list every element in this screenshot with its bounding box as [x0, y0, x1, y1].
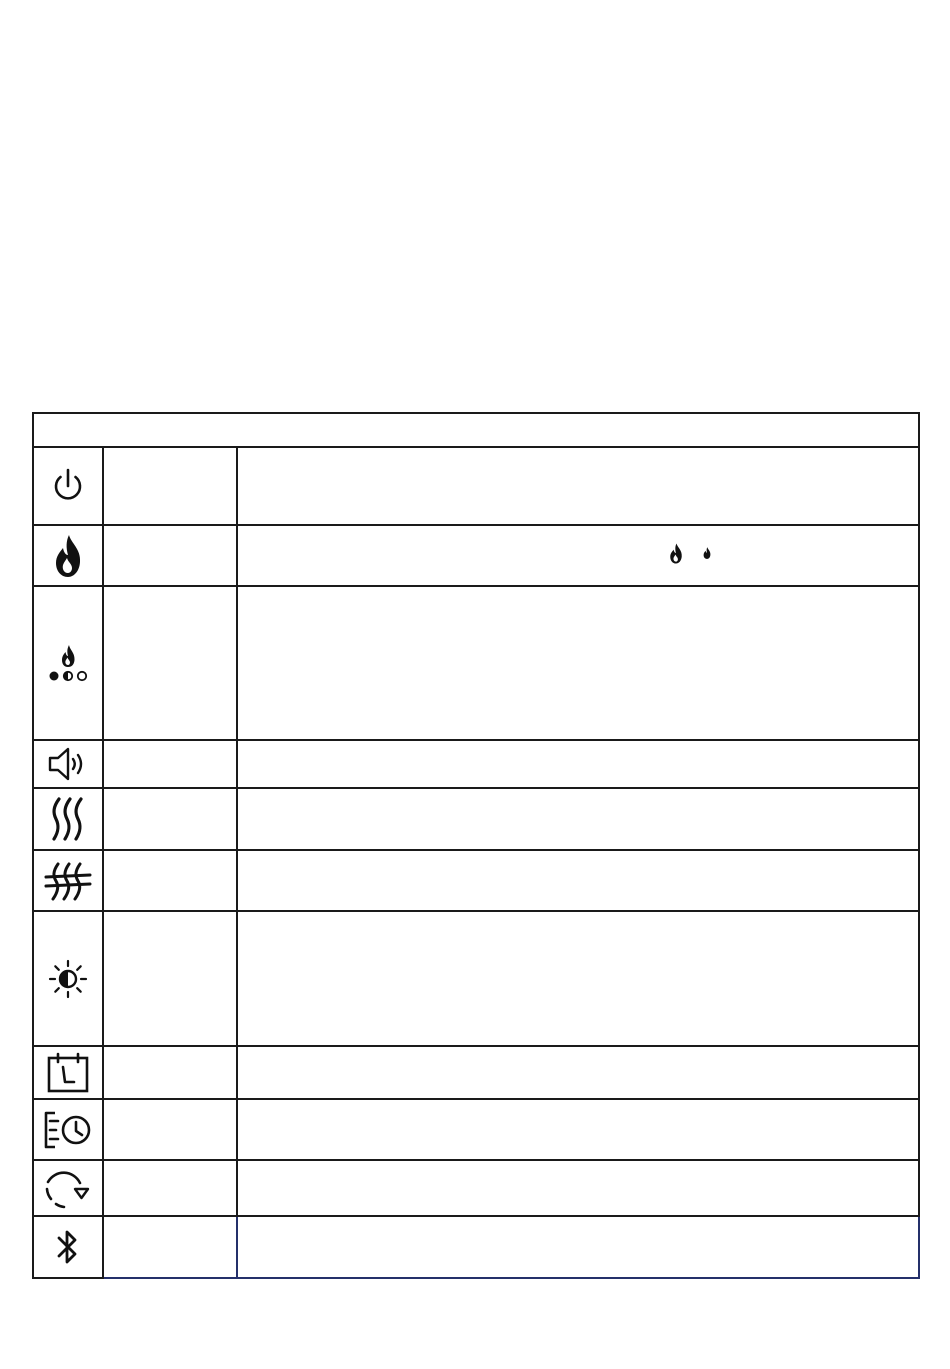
row-name [103, 586, 237, 740]
brightness-icon [34, 959, 102, 999]
row-description [237, 850, 919, 911]
row-name [103, 447, 237, 525]
table-row [33, 447, 919, 525]
flame-large-icon [668, 542, 684, 569]
crossed-heat-icon [34, 861, 102, 901]
rotate-arrow-icon [34, 1165, 102, 1211]
inline-flame-icons [668, 542, 712, 569]
icon-cell [33, 1099, 103, 1160]
flame-small-icon [702, 547, 712, 565]
icon-cell [33, 1160, 103, 1216]
table-row [33, 788, 919, 850]
icon-legend-table [32, 412, 920, 1279]
table-row [33, 586, 919, 740]
icon-cell [33, 447, 103, 525]
table-row [33, 911, 919, 1046]
table-row [33, 850, 919, 911]
icon-cell [33, 788, 103, 850]
row-description [237, 447, 919, 525]
row-name [103, 911, 237, 1046]
power-icon [34, 466, 102, 506]
row-name [103, 1160, 237, 1216]
row-description [237, 740, 919, 788]
bluetooth-icon [34, 1227, 102, 1267]
table-row [33, 1216, 919, 1278]
row-name [103, 788, 237, 850]
table-row [33, 1046, 919, 1099]
table-header-row [33, 413, 919, 447]
icon-cell [33, 1046, 103, 1099]
row-description [237, 788, 919, 850]
row-description [237, 1099, 919, 1160]
icon-cell [33, 911, 103, 1046]
table-row [33, 1160, 919, 1216]
calendar-clock-icon [34, 1052, 102, 1094]
icon-cell [33, 1216, 103, 1278]
row-name [103, 850, 237, 911]
program-clock-icon [34, 1110, 102, 1150]
row-name [103, 740, 237, 788]
speaker-icon [34, 746, 102, 782]
icon-cell [33, 740, 103, 788]
icon-cell [33, 586, 103, 740]
table-row [33, 1099, 919, 1160]
row-name [103, 1099, 237, 1160]
flame-level-icon [34, 643, 102, 683]
row-name [103, 1216, 237, 1278]
row-description [237, 911, 919, 1046]
row-description [237, 1160, 919, 1216]
flame-icon [34, 533, 102, 579]
table-header [33, 413, 919, 447]
row-description [237, 525, 919, 586]
table-row [33, 740, 919, 788]
icon-cell [33, 850, 103, 911]
row-name [103, 1046, 237, 1099]
heat-waves-icon [34, 795, 102, 843]
icon-cell [33, 525, 103, 586]
row-name [103, 525, 237, 586]
row-description [237, 1046, 919, 1099]
row-description [237, 586, 919, 740]
table-row [33, 525, 919, 586]
row-description [237, 1216, 919, 1278]
